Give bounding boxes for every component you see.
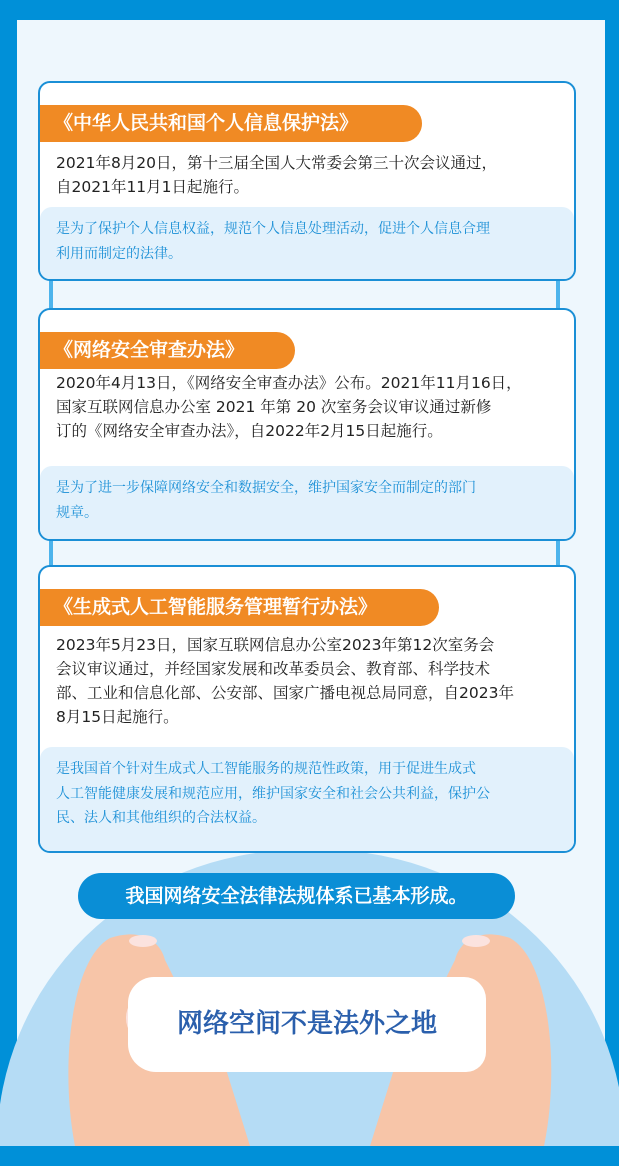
note-line: 是为了保护个人信息权益，规范个人信息处理活动，促进个人信息合理 <box>56 221 490 237</box>
law-description <box>56 371 564 443</box>
law-card-cybersecurity-review <box>38 308 576 541</box>
note-line: 民、法人和其他组织的合法权益。 <box>56 810 266 826</box>
body-line: 2023年5月23日，国家互联网信息办公室2023年第12次室务会 <box>56 636 495 654</box>
law-purpose-note <box>40 747 574 851</box>
body-line: 8月15日起施行。 <box>56 708 179 726</box>
law-purpose-note <box>40 207 574 279</box>
body-line: 2021年8月20日，第十三届全国人大常委会第三十次会议通过， <box>56 154 498 172</box>
law-title: 《中华人民共和国个人信息保护法》 <box>40 105 422 142</box>
law-title: 《生成式人工智能服务管理暂行办法》 <box>40 589 439 626</box>
body-line: 国家互联网信息办公室 2021 年第 20 次室务会议审议通过新修 <box>56 398 492 416</box>
note-line: 是我国首个针对生成式人工智能服务的规范性政策，用于促进生成式 <box>56 761 476 777</box>
note-line: 人工智能健康发展和规范应用，维护国家安全和社会公共利益，保护公 <box>56 785 490 802</box>
note-line: 利用而制定的法律。 <box>56 245 182 262</box>
body-line: 订的《网络安全审查办法》，自2022年2月15日起施行。 <box>56 422 443 440</box>
law-card-pipl <box>38 81 576 281</box>
fingernail <box>462 935 490 947</box>
body-line: 2020年4月13日，《网络安全审查办法》公布。2021年11月16日， <box>56 374 522 392</box>
body-line: 会议审议通过，并经国家发展和改革委员会、教育部、科学技术 <box>56 660 491 678</box>
summary-banner: 我国网络安全法律法规体系已基本形成。 <box>78 873 515 919</box>
slogan-card: 网络空间不是法外之地 <box>128 977 486 1072</box>
fingernail <box>129 935 157 947</box>
body-line: 自2021年11月1日起施行。 <box>56 178 250 196</box>
body-line: 部、工业和信息化部、公安部、国家广播电视总局同意，自2023年 <box>56 684 514 702</box>
law-description <box>56 633 564 729</box>
law-description <box>56 151 564 199</box>
note-line: 是为了进一步保障网络安全和数据安全，维护国家安全而制定的部门 <box>56 480 476 496</box>
law-purpose-note <box>40 466 574 539</box>
law-card-generative-ai <box>38 565 576 853</box>
note-line: 规章。 <box>56 504 98 521</box>
law-title: 《网络安全审查办法》 <box>40 332 295 369</box>
